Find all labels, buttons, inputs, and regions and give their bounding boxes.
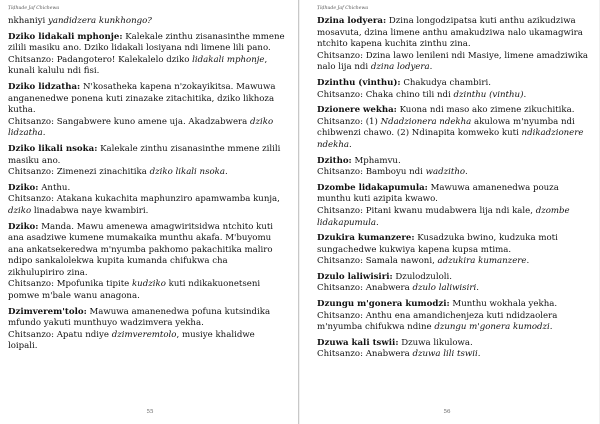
definition: Anthu. — [38, 182, 71, 193]
example-text: Chitsanzo: Anabwera — [317, 283, 413, 294]
page-number: 55 — [146, 409, 154, 415]
entry-definition-line — [317, 78, 589, 90]
example-text: Chitsanzo: Mpofunika tipite — [8, 279, 132, 290]
example-text: . — [549, 322, 553, 333]
example-line — [317, 51, 589, 74]
entry-definition-line — [8, 183, 286, 195]
entry-definition-line — [317, 272, 589, 284]
definition: Kalekale zinthu zisanasinthe mmene zilili masiku ano. Dziko lidakali losiyana ndi limene lili pano. — [8, 31, 285, 54]
dictionary-entry — [8, 307, 286, 353]
definition: Dzuwa likulowa. — [398, 337, 473, 348]
example-line — [317, 167, 589, 179]
definition: Dzina longodzipatsa kuti anthu azikudziwa mosavuta, dzina limene anthu amakudziwa nalo ukamagwira ntchito kapena kuchita zinthu zina. — [317, 16, 583, 50]
example-text: Chitsanzo: Chaka chino tili ndi — [317, 89, 454, 100]
page-number: 56 — [443, 409, 451, 415]
example-text: Chitsanzo: Dzina lawo lenileni ndi Masiye, limene amadziwika nalo lija ndi — [317, 50, 589, 73]
example-line — [8, 55, 286, 78]
example-text: Chitsanzo: Anthu ena amandichenjeza kuti ndidzaolera m'nyumba chifukwa ndine — [317, 310, 558, 333]
example-italic: ndikadzionere ndekha — [317, 128, 584, 150]
example-text: Chitsanzo: (1) — [317, 116, 381, 127]
definition: Kuona ndi maso ako zimene zikuchitika. — [396, 105, 575, 116]
example-text: Chitsanzo: Zimenezi zinachitika — [8, 167, 150, 178]
definition: Mawuwa amanenedwa pouza munthu kuti azipita kwawo. — [317, 182, 559, 205]
example-text: , kunali kalulu ndi fisi. — [8, 54, 268, 77]
headword: Dzulo laliwisiri: — [317, 271, 393, 282]
entry-definition-line — [317, 183, 589, 206]
dictionary-entry — [8, 32, 286, 78]
example-text: Chitsanzo: Bamboyu ndi — [317, 167, 426, 178]
left-page — [0, 0, 299, 424]
example-text: . — [465, 167, 468, 178]
dictionary-entry — [317, 78, 589, 101]
headword: Dzina lodyera: — [317, 16, 387, 26]
example-italic: dziko lidzatha — [8, 116, 274, 139]
running-head: Ṭiḍhude Jaf Chichewa — [317, 6, 369, 11]
example-italic: dzuwa lili tswii — [412, 349, 478, 360]
headword: Dzuwa kali tswii: — [317, 337, 399, 348]
example-text: . — [523, 89, 527, 100]
entry-definition-line — [8, 144, 286, 167]
right-entry-list — [317, 16, 589, 361]
dictionary-entry — [317, 105, 589, 151]
definition: Dzulodzuloli. — [392, 271, 452, 282]
entry-definition-line — [8, 307, 286, 330]
entry-definition-line — [317, 338, 589, 350]
example-text: Chitsanzo: Samala nawoni, — [317, 256, 438, 267]
headword: Dziko lidakali mphonje: — [8, 31, 123, 42]
example-text: , musiye khalidwe loipali. — [8, 329, 255, 352]
example-line — [317, 283, 589, 295]
example-italic: dzinthu (vinthu) — [453, 89, 524, 100]
definition: Kalekale zinthu zisanasinthe mmene zilili masiku ano. — [8, 143, 281, 166]
example-text: Chitsanzo: Atakana kukachita maphunziro apamwamba kunja, — [8, 194, 280, 205]
left-column — [8, 16, 286, 357]
dictionary-entry — [317, 233, 589, 268]
example-italic: dziko — [8, 205, 32, 216]
example-line — [8, 117, 286, 140]
example-line — [317, 90, 589, 102]
example-italic: dzulo laliwisiri — [412, 283, 477, 294]
example-italic: kudziko — [131, 279, 166, 290]
left-entry-list — [8, 32, 286, 353]
example-italic: wadzitho — [425, 167, 466, 178]
dictionary-entry — [8, 82, 286, 140]
example-line — [317, 117, 589, 152]
example-text: . — [349, 139, 352, 150]
headword: Dziko: — [8, 182, 39, 193]
definition: Mawuwa amanenedwa pofuna kutsindika mfundo yakuti munthuyo wadzimvera yekha. — [8, 306, 271, 329]
example-text: Chitsanzo: Pitani kwanu mudabwera lija ndi kale, — [317, 205, 536, 216]
headword: Dzombe lidakapumula: — [317, 182, 428, 193]
headword: Dziko: — [8, 221, 39, 232]
example-text: . — [477, 349, 481, 360]
dictionary-entry — [8, 222, 286, 303]
opening-line: nkhaniyi yandidzera kunkhongo? — [8, 16, 152, 26]
example-text: Chitsanzo: Padangotero! Kalekalelo dziko — [8, 54, 193, 65]
example-text: Chitsanzo: Anabwera — [317, 349, 413, 360]
running-head: Ṭiḍhude Jaf Chichewa — [8, 6, 60, 11]
entry-definition-line — [317, 156, 589, 168]
dictionary-entry — [317, 338, 589, 361]
definition: Kusadzuka bwino, kudzuka moti sungachedwe kukwiya kapena kupsa mtima. — [317, 233, 558, 255]
dictionary-entry — [317, 156, 589, 179]
headword: Dzimverem'tolo: — [8, 306, 87, 317]
example-line — [317, 256, 589, 268]
example-italic: dzimveremtolo — [111, 329, 177, 340]
dictionary-entry — [317, 272, 589, 295]
dictionary-entry — [317, 183, 589, 229]
example-line — [8, 167, 286, 179]
example-italic: lidakali mphonje — [192, 54, 265, 65]
example-italic: adzukira kumanzere — [437, 256, 527, 267]
dictionary-entry — [317, 299, 589, 334]
example-text: . — [225, 167, 228, 178]
entry-definition-line — [8, 82, 286, 117]
example-line — [317, 311, 589, 334]
headword: Dziko lidzatha: — [8, 81, 81, 92]
headword: Dzukira kumanzere: — [317, 233, 415, 244]
example-text: . — [476, 283, 479, 294]
example-italic: dzombe lidakapumula — [317, 205, 570, 228]
example-line — [8, 330, 286, 353]
example-italic: dzina lodyera — [370, 62, 430, 73]
headword: Dziko likali nsoka: — [8, 143, 98, 154]
headword: Dzitho: — [317, 155, 352, 166]
right-column — [317, 16, 589, 365]
example-text: . — [526, 256, 530, 267]
example-line — [8, 279, 286, 302]
dictionary-entry — [8, 183, 286, 218]
entry-definition-line — [8, 222, 286, 280]
example-italic: dzungu m'gonera kumodzi — [434, 322, 550, 333]
example-line — [8, 194, 286, 217]
example-text: linadabwa naye kwambiri. — [31, 205, 149, 216]
dictionary-entry — [317, 16, 589, 74]
definition: Chakudya chambiri. — [400, 77, 491, 88]
right-page — [300, 0, 599, 424]
example-italic: Ndadzionera ndekha — [380, 116, 472, 127]
example-text: akulowa m'nyumba ndi chibwenzi chawo. (2) Ndinapita komweko kuti — [317, 116, 575, 139]
example-text: . — [429, 62, 433, 73]
headword: Dzinthu (vinthu): — [317, 77, 401, 88]
definition: Munthu wokhala yekha. — [449, 299, 558, 310]
example-line — [317, 206, 589, 229]
entry-definition-line — [317, 16, 589, 51]
example-text: Chitsanzo: Sangabwere kuno amene uja. Akadzabwera — [8, 116, 251, 127]
headword: Dzionere wekha: — [317, 105, 397, 116]
definition: N'kosatheka kapena n'zokayikitsa. Mawuwa anganenedwe ponena kuti zinazake zitachitika, dziko likhoza kutha. — [8, 81, 276, 116]
headword: Dzungu m'gonera kumodzi: — [317, 299, 450, 310]
dictionary-entry — [8, 144, 286, 179]
example-text: kuti ndikakuonetseni pomwe m'bale wanu anagona. — [8, 279, 261, 302]
entry-definition-line — [317, 233, 589, 256]
example-text: . — [42, 128, 46, 139]
example-text: Chitsanzo: Apatu ndiye — [8, 329, 112, 340]
entry-definition-line — [317, 105, 589, 117]
entry-definition-line — [8, 32, 286, 55]
definition: Manda. Mawu amenewa amagwiritsidwa ntchito kuti ana asadziwe kumene mumakaika munthu akafa. M'buyomu ana ankatsekeredwa m'nyumba pakhomo pakachitika maliro ndipo sankalolekwa kupita kumanda chifukwa cha zikhulupiriro zina. — [8, 221, 274, 278]
example-text: . — [376, 217, 379, 228]
example-line — [317, 349, 589, 361]
definition: Mphamvu. — [351, 155, 401, 166]
example-italic: dziko likali nsoka — [149, 167, 225, 178]
entry-definition-line — [317, 299, 589, 311]
